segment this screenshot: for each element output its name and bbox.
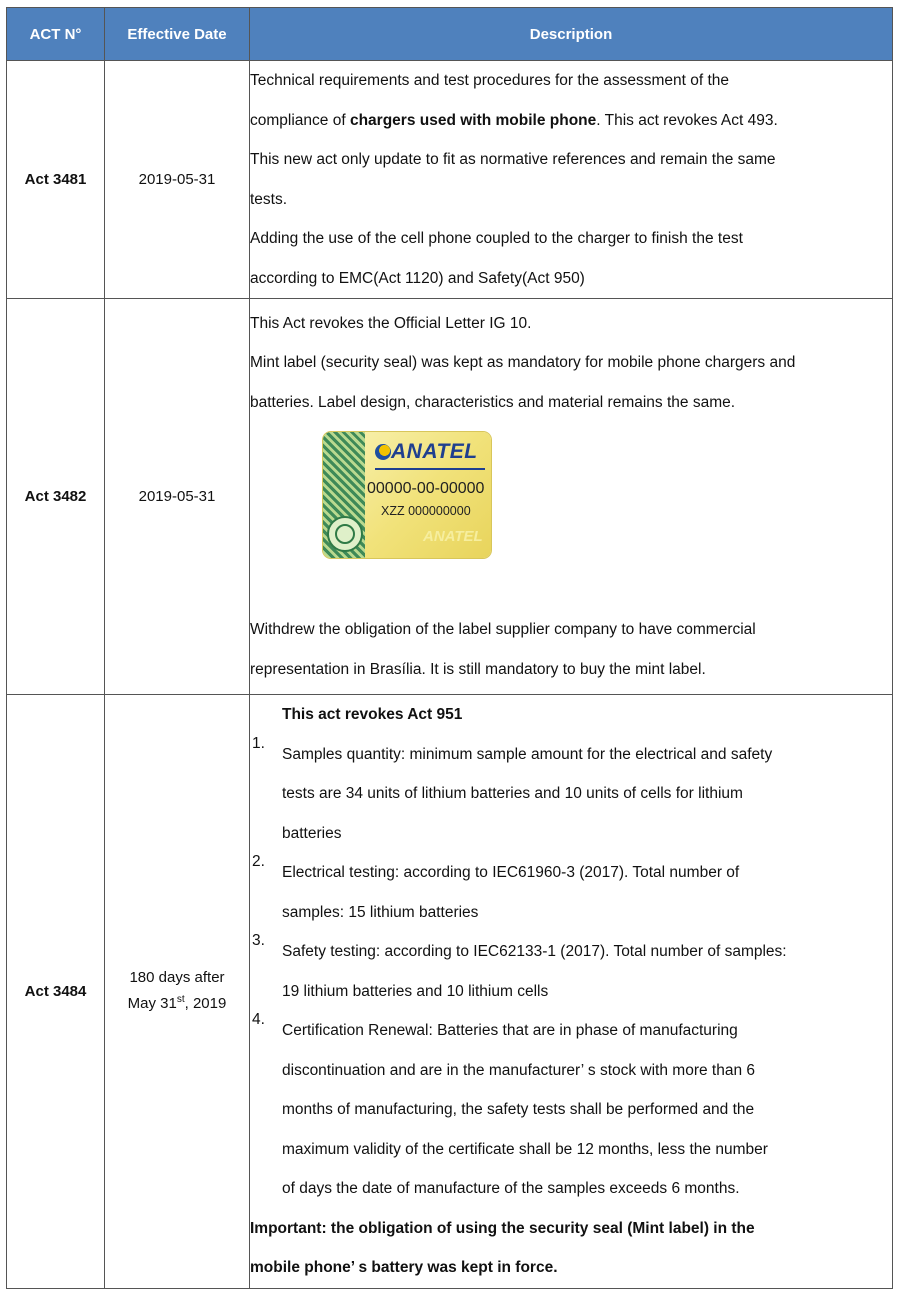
table-row — [7, 61, 893, 299]
list-item-line: maximum validity of the certificate shall be 12 months, less the number — [282, 1140, 768, 1158]
description-line: batteries. Label design, characteristics and material remains the same. — [250, 393, 736, 411]
brand-underline — [375, 468, 485, 470]
label-watermark: ANATEL — [423, 528, 483, 546]
date-line: May 31st, 2019 — [127, 994, 227, 1013]
section-heading: This act revokes Act 951 — [282, 706, 463, 723]
description-line: Adding the use of the cell phone coupled to the charger to finish the test — [250, 230, 743, 247]
mint-label-image — [250, 422, 892, 610]
header-effective-date: Effective Date — [105, 8, 250, 61]
description-line: compliance of chargers used with mobile phone. This act revokes Act 493. — [250, 111, 778, 129]
act-number: Act 3482 — [7, 299, 105, 695]
effective-date: 2019-05-31 — [105, 299, 250, 695]
anatel-logo-icon — [375, 444, 391, 460]
list-item-line: Electrical testing: according to IEC61960-3 (2017). Total number of — [282, 864, 740, 881]
effective-date — [105, 695, 250, 1289]
numbered-list — [250, 735, 892, 1209]
description-line: Mint label (security seal) was kept as mandatory for mobile phone chargers and — [250, 354, 796, 372]
list-item-line: Samples quantity: minimum sample amount for the electrical and safety — [282, 745, 773, 763]
description-cell — [250, 299, 893, 695]
list-item-line: Certification Renewal: Batteries that are in phase of manufacturing — [282, 1022, 738, 1039]
description-line: This Act revokes the Official Letter IG 10. — [250, 314, 532, 332]
description-line: Withdrew the obligation of the label supplier company to have commercial — [250, 621, 756, 639]
description-line: according to EMC(Act 1120) and Safety(Act 950) — [250, 269, 585, 287]
table-header-row — [7, 8, 893, 61]
effective-date: 2019-05-31 — [105, 61, 250, 299]
list-item-line: of days the date of manufacture of the samples exceeds 6 months. — [282, 1180, 740, 1197]
date-line: 180 days after — [129, 969, 225, 987]
description-line: This new act only update to fit as normative references and remain the same — [250, 151, 776, 168]
header-act: ACT N° — [7, 8, 105, 61]
description-line: representation in Brasília. It is still mandatory to buy the mint label. — [250, 660, 706, 678]
list-number: 2. — [252, 853, 265, 870]
highlight-text: chargers used with mobile phone — [349, 111, 597, 129]
act-number: Act 3481 — [7, 61, 105, 299]
list-item-line: tests are 34 units of lithium batteries and 10 units of cells for lithium — [282, 785, 743, 802]
label-code: XZZ 000000000 — [381, 504, 471, 519]
table-row — [7, 299, 893, 695]
anatel-mint-label — [323, 432, 491, 558]
list-item-line: samples: 15 lithium batteries — [282, 903, 479, 921]
list-item — [250, 1011, 892, 1209]
list-number: 4. — [252, 1011, 265, 1028]
list-number: 3. — [252, 932, 265, 949]
description-line: Technical requirements and test procedures for the assessment of the — [250, 72, 730, 89]
label-number: 00000-00-00000 — [367, 480, 485, 498]
description-line: tests. — [250, 190, 288, 208]
description-cell — [250, 695, 893, 1289]
list-number: 1. — [252, 734, 265, 752]
table-row — [7, 695, 893, 1289]
list-item-line: 19 lithium batteries and 10 lithium cells — [282, 982, 549, 1000]
description-cell — [250, 61, 893, 299]
list-item — [250, 735, 892, 854]
list-item — [250, 932, 892, 1011]
important-note: Important: the obligation of using the security seal (Mint label) in the — [250, 1219, 755, 1237]
list-item — [250, 853, 892, 932]
important-note: mobile phone’ s battery was kept in force. — [250, 1259, 558, 1276]
acts-table — [6, 7, 893, 1289]
list-item-line: months of manufacturing, the safety tests shall be performed and the — [282, 1101, 755, 1118]
label-brand: ANATEL — [391, 440, 478, 464]
act-number: Act 3484 — [7, 695, 105, 1289]
list-item-line: batteries — [282, 824, 342, 842]
list-item-line: Safety testing: according to IEC62133-1 (2017). Total number of samples: — [282, 943, 787, 960]
header-description: Description — [250, 8, 893, 61]
list-item-line: discontinuation and are in the manufacturer’ s stock with more than 6 — [282, 1061, 756, 1079]
